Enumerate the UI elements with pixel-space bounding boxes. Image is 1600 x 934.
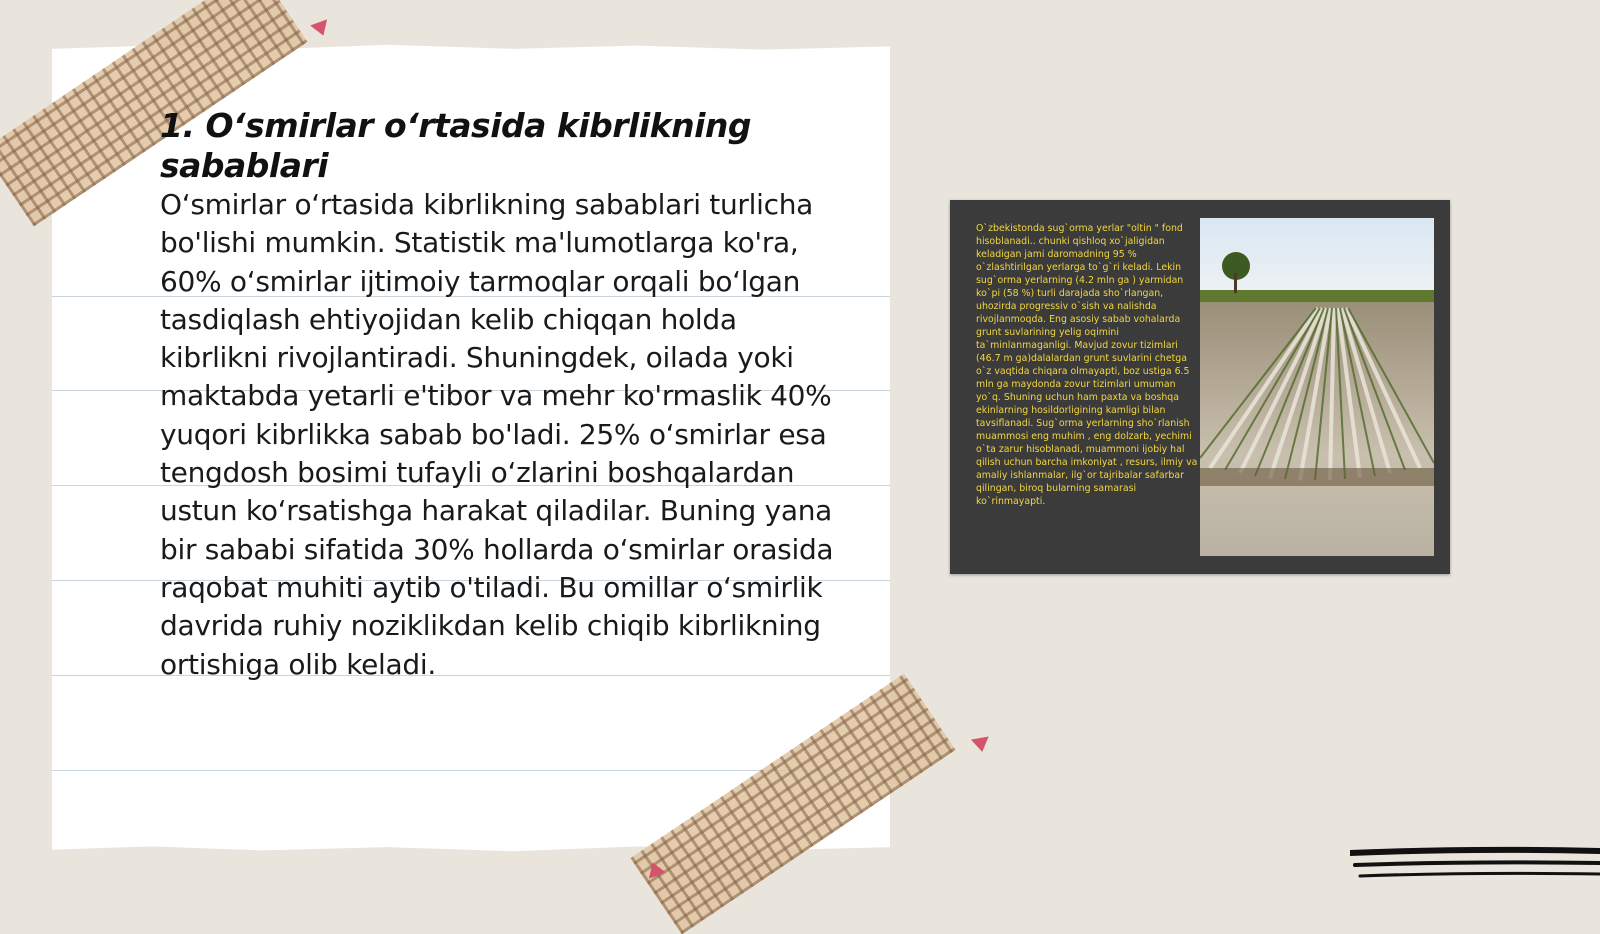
field-photo-icon — [1200, 218, 1434, 556]
brush-stroke-lines-icon — [1350, 845, 1600, 885]
slide-title: 1. O‘smirlar o‘rtasida kibrlikning sabablari — [160, 106, 752, 185]
slide-body-text: O‘smirlar o‘rtasida kibrlikning sabablari turlicha bo'lishi mumkin. Statistik ma'lumotlarga ko'ra, 60% o‘smirlar ijtimoiy tarmoqlar orqali bo‘lgan tasdiqlash ehtiyojidan kelib chiqqan holda kibrlikni rivojlantiradi. Shuningdek, oilada yoki maktabda yetarli e'tibor va mehr ko'rmaslik 40% yuqori kibrlikka sabab bo'ladi. 25% o‘smirlar esa tengdosh bosimi tufayli o‘zlarini boshqalardan ustun ko‘rsatishga harakat qiladilar. Buning yana bir sababi sifatida 30% hollarda o‘smirlar orasida raqobat muhiti aytib o'tiladi. Bu omillar o‘smirlik davrida ruhiy noziklikdan kelib chiqib kibrlikning ortishiga olib keladi. — [160, 188, 834, 681]
photo-caption-text: O`zbekistonda sug`orma yerlar "oltin " fond hisoblanadi.. chunki qishloq xo`jaligidan keladigan jami daromadning 95 % o`zlashtirilgan yerlarga to`g`ri keladi. Lekin sug`orma yerlarning (4.2 mln ga ) yarmidan ko`pi (58 %) turli darajada sho`rlangan, uhozirda progressiv o`sish va nalishda rivojlanmoqda. Eng asosiy sabab vohalarda grunt suvlarining yelig oqimini ta`minlanmaganligi. Mavjud zovur tizimlari (46.7 m ga)dalalardan grunt suvlarini chetga o`z vaqtida chiqara olmayapti, boz ustiga 6.5 mln ga maydonda zovur tizimlari umuman yo`q. Shuning uchun ham paxta va boshqa ekinlarning hosildorligining kamligi bilan tavsiflanadi. Sug`orma yerlarning sho`rlanish muammosi eng muhim , eng dolzarb, yechimi o`ta zarur hisoblanadi, muammoni ijobiy hal qilish uchun barcha imkoniyat , resurs, ilmiy va amaliy ishlanmalar, ilg`or tajribalar safarbar qilingan, biroq bularning samarasi ko`rinmayapti. — [976, 223, 1198, 507]
field-photo-card — [950, 200, 1450, 574]
pin-marker-icon — [310, 19, 332, 38]
pin-marker-icon — [971, 737, 991, 754]
